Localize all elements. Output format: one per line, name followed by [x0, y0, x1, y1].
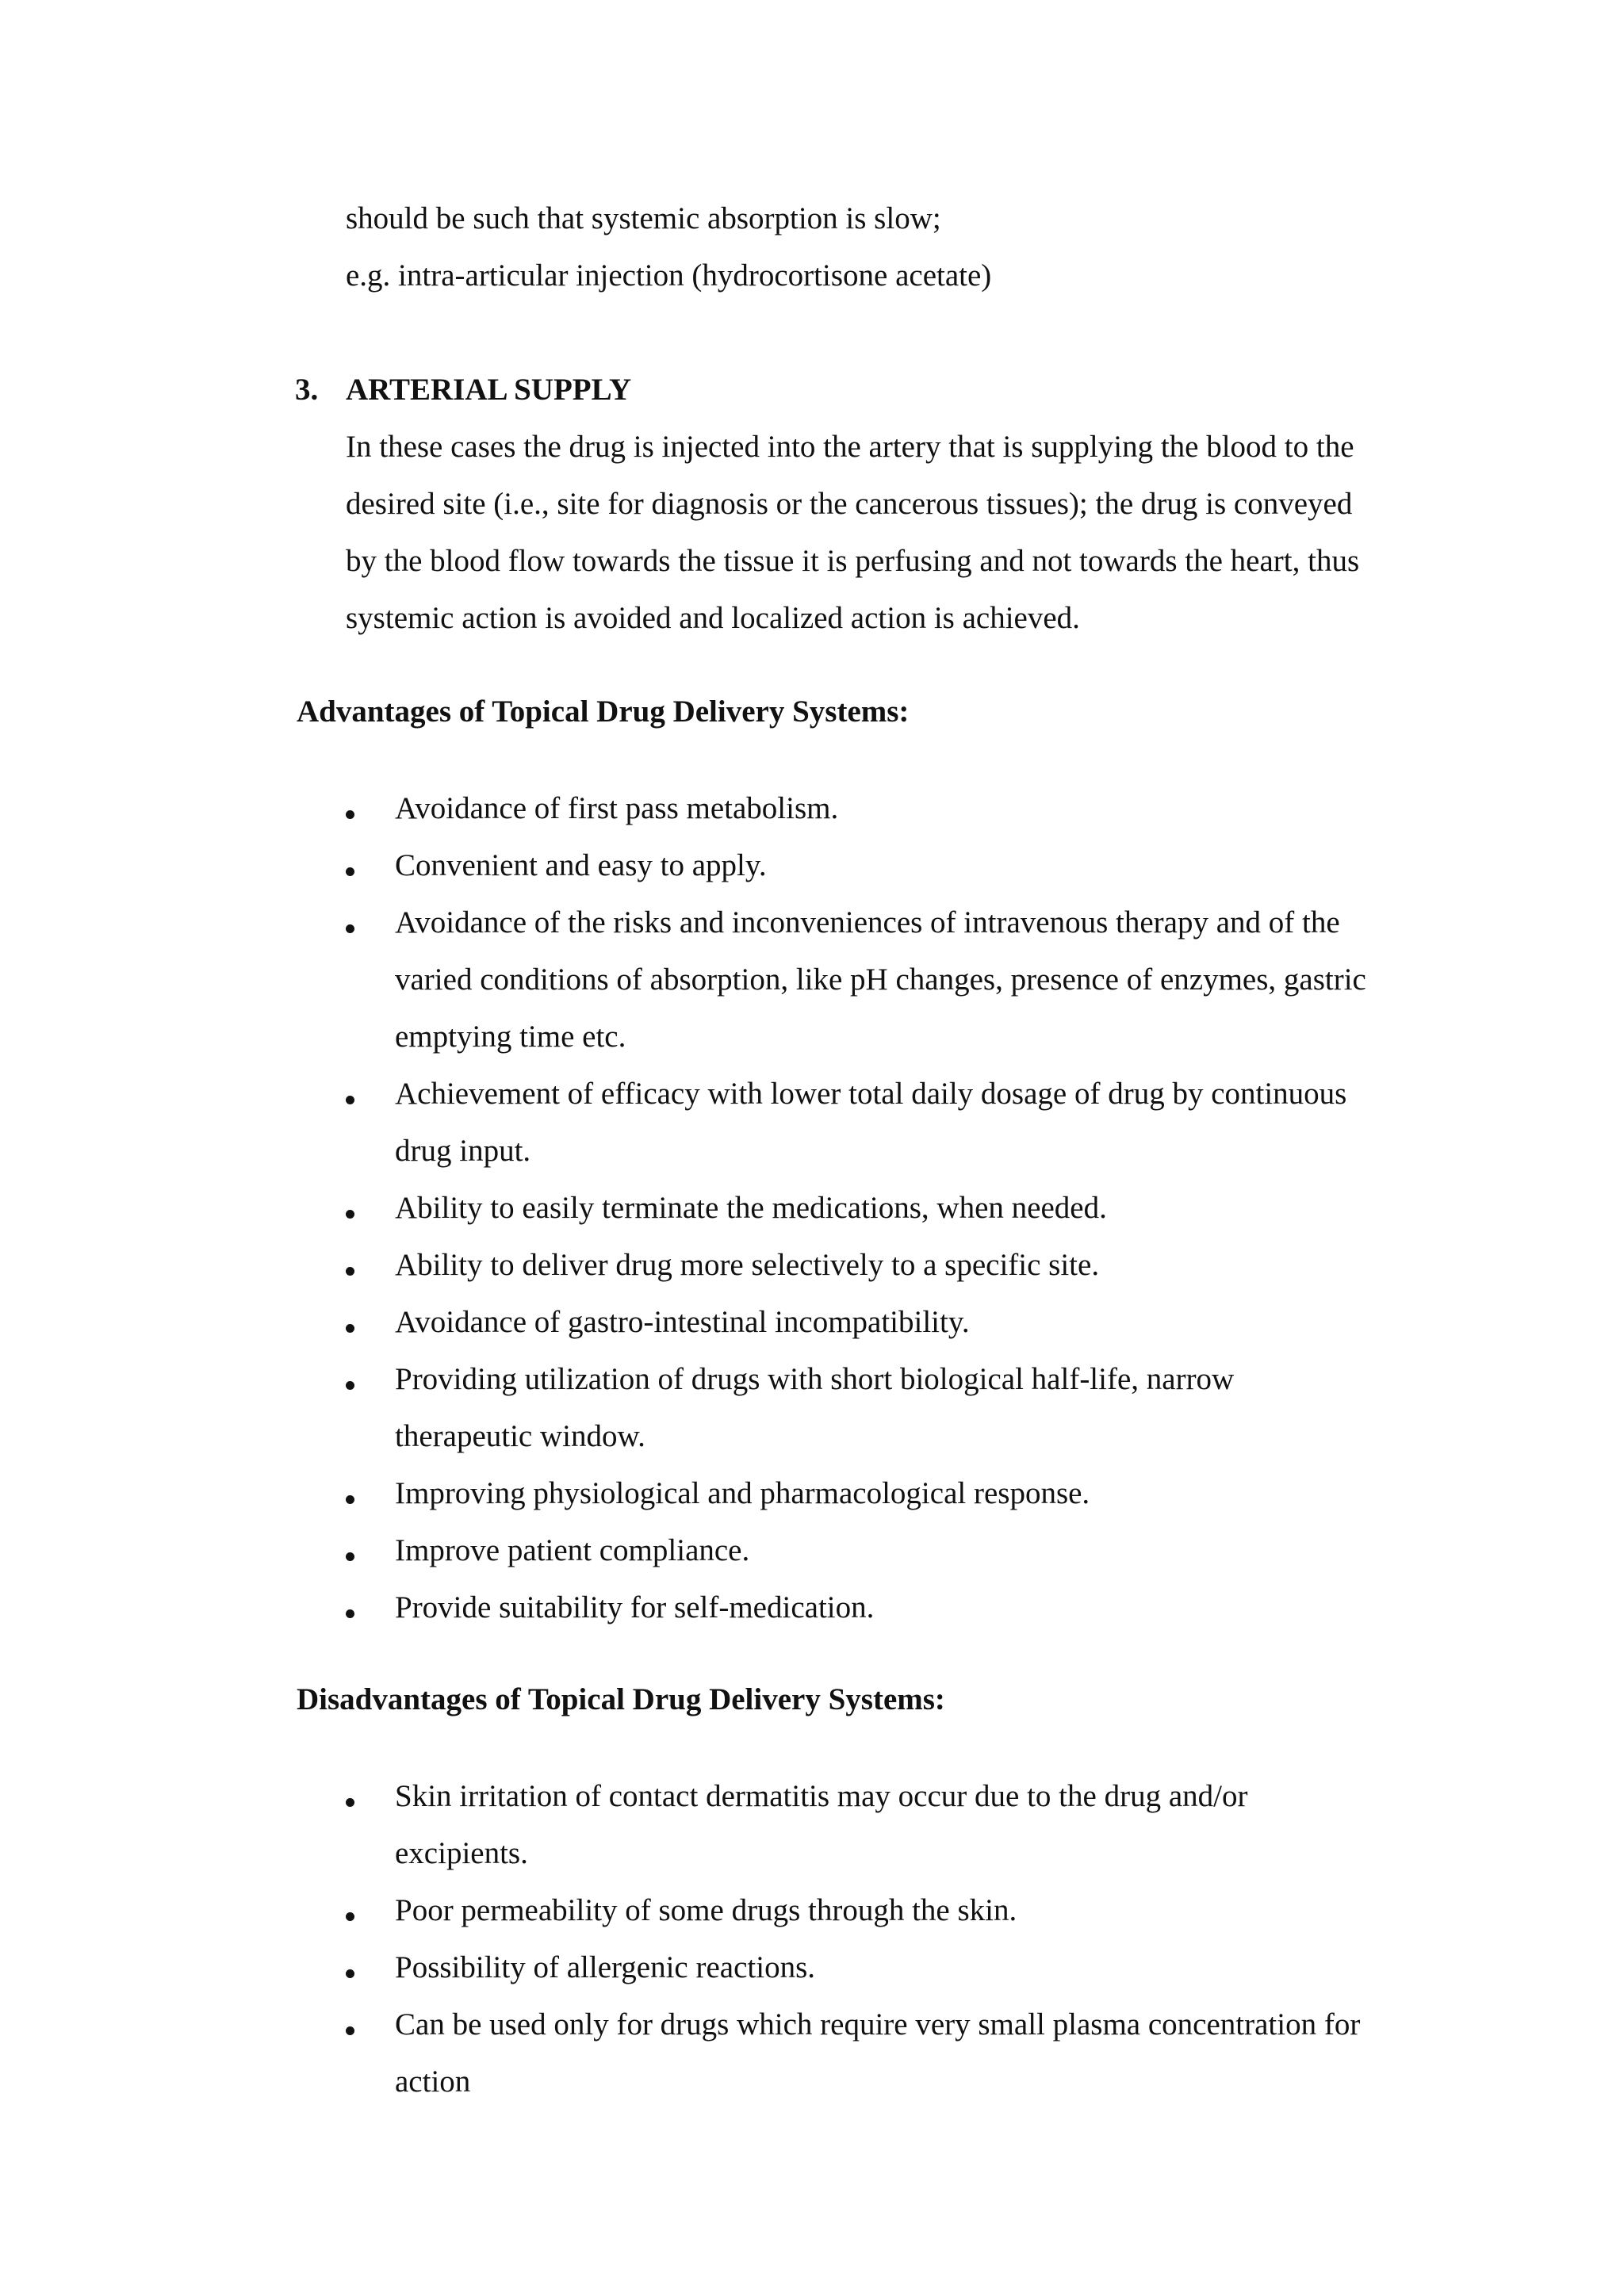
- section-title: ARTERIAL SUPPLY: [346, 373, 632, 407]
- list-item-text: action: [395, 2064, 471, 2099]
- disadvantages-heading: Disadvantages of Topical Drug Delivery Systems:: [297, 1682, 945, 1716]
- list-item-text: varied conditions of absorption, like pH changes, presence of enzymes, gastric: [395, 962, 1366, 997]
- bullet-icon: [346, 1969, 354, 1978]
- bullet-icon: [346, 1210, 354, 1219]
- section-paragraph-line: desired site (i.e., site for diagnosis or the cancerous tissues); the drug is conveyed: [346, 487, 1353, 521]
- list-item-text: Avoidance of first pass metabolism.: [395, 791, 839, 825]
- list-item-text: Achievement of efficacy with lower total daily dosage of drug by continuous: [395, 1077, 1347, 1111]
- bullet-icon: [346, 1267, 354, 1276]
- list-item-text: Possibility of allergenic reactions.: [395, 1950, 816, 1984]
- bullet-icon: [346, 867, 354, 876]
- list-item-text: Convenient and easy to apply.: [395, 848, 767, 882]
- bullet-icon: [346, 1798, 354, 1807]
- bullet-icon: [346, 1609, 354, 1618]
- bullet-icon: [346, 924, 354, 933]
- list-item-text: Ability to easily terminate the medications, when needed.: [395, 1191, 1107, 1225]
- list-item-text: emptying time etc.: [395, 1020, 626, 1054]
- section-paragraph-line: by the blood flow towards the tissue it is perfusing and not towards the heart, thus: [346, 544, 1360, 578]
- list-item-text: Avoidance of the risks and inconveniences of intravenous therapy and of the: [395, 905, 1340, 939]
- bullet-icon: [346, 1381, 354, 1390]
- section-paragraph-line: In these cases the drug is injected into the artery that is supplying the blood to the: [346, 430, 1354, 464]
- list-item-text: Providing utilization of drugs with short biological half-life, narrow: [395, 1362, 1235, 1396]
- bullet-icon: [346, 1552, 354, 1561]
- intro-line-2: e.g. intra-articular injection (hydrocortisone acetate): [346, 258, 992, 293]
- list-item-text: Improving physiological and pharmacological response.: [395, 1476, 1090, 1510]
- list-item-text: Avoidance of gastro-intestinal incompatibility.: [395, 1305, 970, 1339]
- list-item-text: Ability to deliver drug more selectively to a specific site.: [395, 1248, 1100, 1282]
- bullet-icon: [346, 1912, 354, 1921]
- list-item-text: Poor permeability of some drugs through the skin.: [395, 1893, 1017, 1927]
- bullet-icon: [346, 2026, 354, 2035]
- bullet-icon: [346, 1096, 354, 1104]
- intro-line-1: should be such that systemic absorption is slow;: [346, 201, 941, 235]
- bullet-icon: [346, 1324, 354, 1333]
- section-number: 3.: [295, 373, 319, 407]
- bullet-icon: [346, 810, 354, 819]
- list-item-text: therapeutic window.: [395, 1419, 645, 1453]
- section-paragraph-line: systemic action is avoided and localized action is achieved.: [346, 601, 1080, 635]
- list-item-text: Provide suitability for self-medication.: [395, 1590, 875, 1624]
- list-item-text: drug input.: [395, 1134, 531, 1168]
- list-item-text: Can be used only for drugs which require very small plasma concentration for: [395, 2007, 1361, 2042]
- list-item-text: Improve patient compliance.: [395, 1533, 750, 1567]
- bullet-icon: [346, 1495, 354, 1504]
- list-item-text: excipients.: [395, 1836, 528, 1870]
- advantages-heading: Advantages of Topical Drug Delivery Systems:: [297, 695, 910, 729]
- list-item-text: Skin irritation of contact dermatitis may occur due to the drug and/or: [395, 1779, 1248, 1813]
